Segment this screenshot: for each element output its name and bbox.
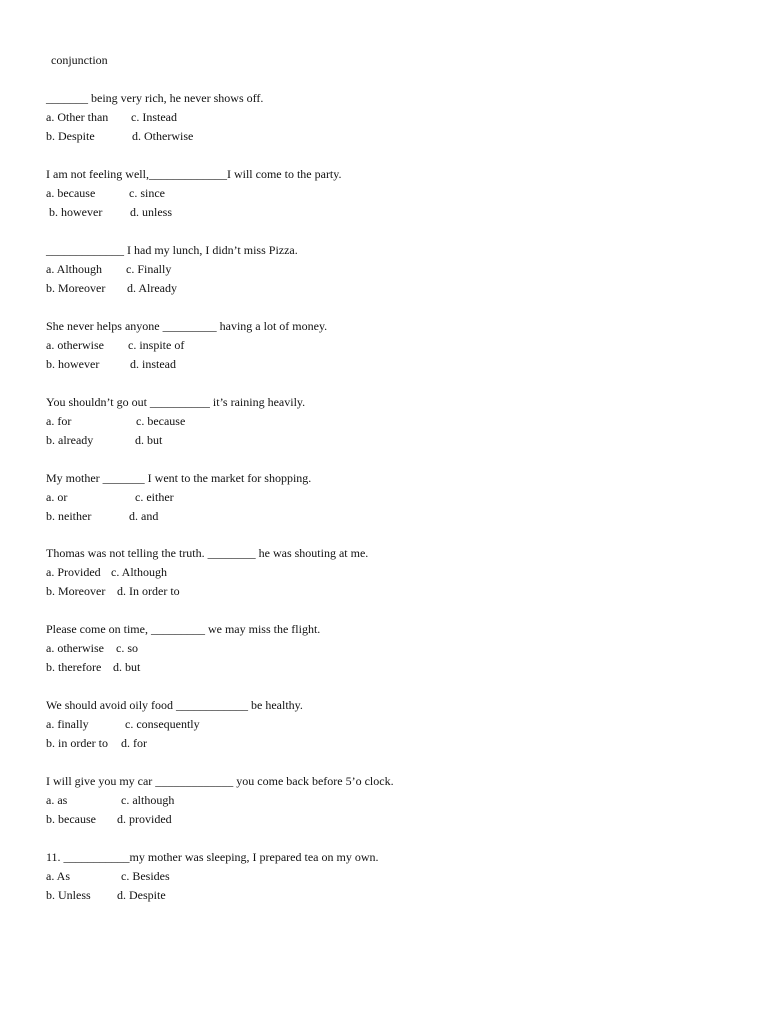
option-b: b. because xyxy=(46,812,96,826)
option-b: b. in order to xyxy=(46,736,108,750)
question-stem: She never helps anyone _________ having a lot of money. xyxy=(46,319,328,333)
options-row-bd xyxy=(46,507,746,526)
option-d: d. provided xyxy=(117,812,172,826)
options-row-bd xyxy=(46,582,746,601)
question-7 xyxy=(46,544,746,601)
option-b: b. already xyxy=(46,433,94,447)
option-d: d. for xyxy=(121,736,147,750)
question-stem: We should avoid oily food ____________ be healthy. xyxy=(46,698,303,712)
question-2 xyxy=(46,165,746,222)
option-a: a. As xyxy=(46,869,70,883)
option-a: a. or xyxy=(46,490,68,504)
option-c: c. Although xyxy=(111,565,167,579)
option-b: b. Moreover xyxy=(46,584,106,598)
option-b: b. therefore xyxy=(46,660,102,674)
options-row-bd xyxy=(46,886,746,905)
option-d: d. Despite xyxy=(117,888,166,902)
options-row-bd xyxy=(46,203,746,222)
question-stem: Please come on time, _________ we may miss the flight. xyxy=(46,622,321,636)
option-d: d. Already xyxy=(127,281,177,295)
option-b: b. neither xyxy=(46,509,92,523)
option-a: a. Provided xyxy=(46,565,101,579)
options-row-ac xyxy=(46,639,746,658)
question-stem: _____________ I had my lunch, I didn’t miss Pizza. xyxy=(46,243,298,257)
question-10 xyxy=(46,772,746,829)
option-c: c. although xyxy=(121,793,175,807)
options-row-bd xyxy=(46,431,746,450)
options-row-ac xyxy=(46,867,746,886)
options-row-ac xyxy=(46,336,746,355)
options-row-ac xyxy=(46,412,746,431)
question-stem: 11. ___________my mother was sleeping, I prepared tea on my own. xyxy=(46,850,379,864)
question-6 xyxy=(46,469,746,526)
option-c: c. Besides xyxy=(121,869,170,883)
option-d: d. but xyxy=(135,433,163,447)
option-a: a. as xyxy=(46,793,68,807)
question-stem: I will give you my car _____________ you come back before 5’o clock. xyxy=(46,774,394,788)
option-a: a. Although xyxy=(46,262,102,276)
options-row-bd xyxy=(46,355,746,374)
option-b: b. however xyxy=(46,357,100,371)
question-5 xyxy=(46,393,746,450)
option-c: c. Instead xyxy=(131,110,177,124)
option-a: a. otherwise xyxy=(46,641,104,655)
option-a: a. finally xyxy=(46,717,89,731)
option-a: a. Other than xyxy=(46,110,109,124)
option-c: c. consequently xyxy=(125,717,200,731)
options-row-bd xyxy=(46,658,746,677)
option-a: a. because xyxy=(46,186,96,200)
question-stem: _______ being very rich, he never shows off. xyxy=(46,91,264,105)
options-row-bd xyxy=(46,127,746,146)
options-row-ac xyxy=(46,715,746,734)
option-b: b. Unless xyxy=(46,888,91,902)
options-row-ac xyxy=(46,108,746,127)
options-row-bd xyxy=(46,279,746,298)
option-d: d. Otherwise xyxy=(132,129,194,143)
options-row-bd xyxy=(46,734,746,753)
question-stem: My mother _______ I went to the market for shopping. xyxy=(46,471,312,485)
question-stem: I am not feeling well,_____________I will come to the party. xyxy=(46,167,342,181)
question-9 xyxy=(46,696,746,753)
option-c: c. inspite of xyxy=(128,338,185,352)
options-row-ac xyxy=(46,563,746,582)
worksheet-heading: conjunction xyxy=(51,53,108,67)
question-stem: Thomas was not telling the truth. ________ he was shouting at me. xyxy=(46,546,369,560)
option-a: a. for xyxy=(46,414,72,428)
option-b: b. Despite xyxy=(46,129,95,143)
option-d: d. and xyxy=(129,509,159,523)
option-c: c. Finally xyxy=(126,262,172,276)
option-d: d. but xyxy=(113,660,141,674)
option-c: c. either xyxy=(135,490,174,504)
option-d: d. unless xyxy=(130,205,172,219)
option-c: c. since xyxy=(129,186,165,200)
options-row-ac xyxy=(46,488,746,507)
option-b: b. Moreover xyxy=(46,281,106,295)
question-4 xyxy=(46,317,746,374)
option-c: c. because xyxy=(136,414,186,428)
question-11 xyxy=(46,848,746,905)
option-a: a. otherwise xyxy=(46,338,104,352)
options-row-ac xyxy=(46,184,746,203)
option-c: c. so xyxy=(116,641,138,655)
question-3 xyxy=(46,241,746,298)
option-d: d. instead xyxy=(130,357,176,371)
option-d: d. In order to xyxy=(117,584,180,598)
question-8 xyxy=(46,620,746,677)
question-stem: You shouldn’t go out __________ it’s raining heavily. xyxy=(46,395,306,409)
options-row-bd xyxy=(46,810,746,829)
options-row-ac xyxy=(46,260,746,279)
option-b: b. however xyxy=(46,205,103,219)
options-row-ac xyxy=(46,791,746,810)
question-1 xyxy=(46,89,746,146)
